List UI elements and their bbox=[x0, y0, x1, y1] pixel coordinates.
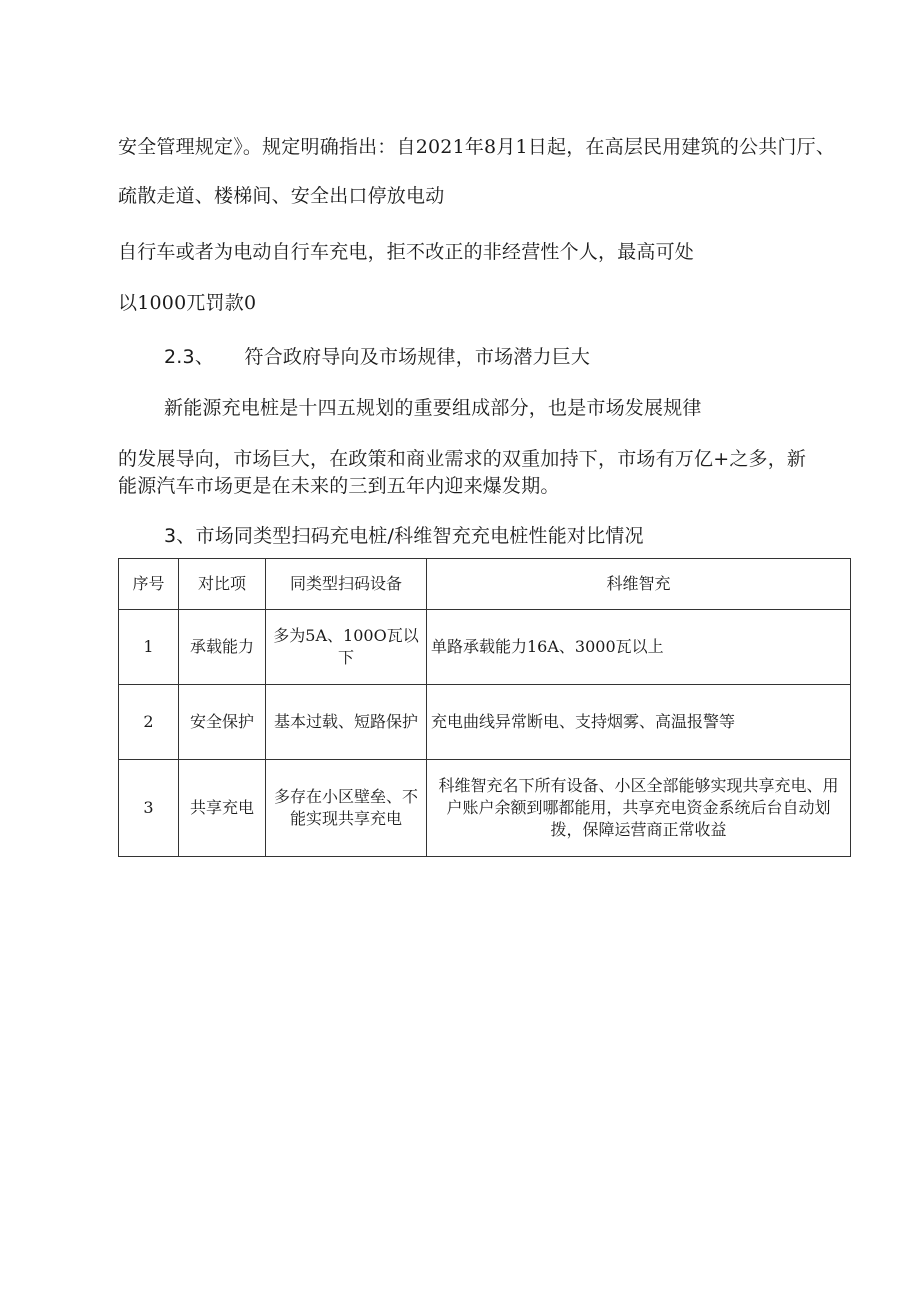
cell-no: 3 bbox=[119, 760, 179, 857]
cell-item: 承载能力 bbox=[179, 610, 266, 685]
comparison-table bbox=[118, 558, 851, 857]
paragraph-line: 安全管理规定》。规定明确指出：自2021年8月1日起，在高层民用建筑的公共门厅、 bbox=[118, 136, 836, 158]
section-heading-3: 3、市场同类型扫码充电桩/科维智充充电桩性能对比情况 bbox=[164, 525, 644, 547]
section-number: 2.3、 bbox=[164, 346, 215, 368]
section-title: 符合政府导向及市场规律，市场潜力巨大 bbox=[244, 346, 591, 368]
paragraph-line: 新能源充电桩是十四五规划的重要组成部分，也是市场发展规律 bbox=[164, 397, 702, 419]
cell-kewei: 单路承载能力16A、3000瓦以上 bbox=[427, 610, 851, 685]
header-no: 序号 bbox=[119, 559, 179, 610]
header-kewei: 科维智充 bbox=[427, 559, 851, 610]
paragraph-line: 以1000兀罚款0 bbox=[118, 292, 257, 314]
cell-kewei: 充电曲线异常断电、支持烟雾、高温报警等 bbox=[427, 685, 851, 760]
header-item: 对比项 bbox=[179, 559, 266, 610]
table-row bbox=[119, 610, 851, 685]
cell-no: 2 bbox=[119, 685, 179, 760]
cell-kewei: 科维智充名下所有设备、小区全部能够实现共享充电、用户账户余额到哪都能用，共享充电资金系统后台自动划拨，保障运营商正常收益 bbox=[427, 760, 851, 857]
paragraph-line: 能源汽车市场更是在未来的三到五年内迎来爆发期。 bbox=[118, 475, 560, 497]
paragraph-line: 的发展导向，市场巨大，在政策和商业需求的双重加持下，市场有万亿+之多，新 bbox=[118, 448, 807, 470]
paragraph-line: 自行车或者为电动自行车充电，拒不改正的非经营性个人，最高可处 bbox=[118, 241, 695, 263]
cell-other: 多为5A、100O瓦以下 bbox=[266, 610, 427, 685]
table-row bbox=[119, 760, 851, 857]
section-heading-2-3 bbox=[164, 346, 590, 368]
table-header-row bbox=[119, 559, 851, 610]
paragraph-line: 疏散走道、楼梯间、安全出口停放电动 bbox=[118, 185, 445, 207]
cell-other: 基本过载、短路保护 bbox=[266, 685, 427, 760]
table-row bbox=[119, 685, 851, 760]
header-other: 同类型扫码设备 bbox=[266, 559, 427, 610]
cell-item: 安全保护 bbox=[179, 685, 266, 760]
cell-item: 共享充电 bbox=[179, 760, 266, 857]
cell-no: 1 bbox=[119, 610, 179, 685]
cell-other: 多存在小区壁垒、不能实现共享充电 bbox=[266, 760, 427, 857]
